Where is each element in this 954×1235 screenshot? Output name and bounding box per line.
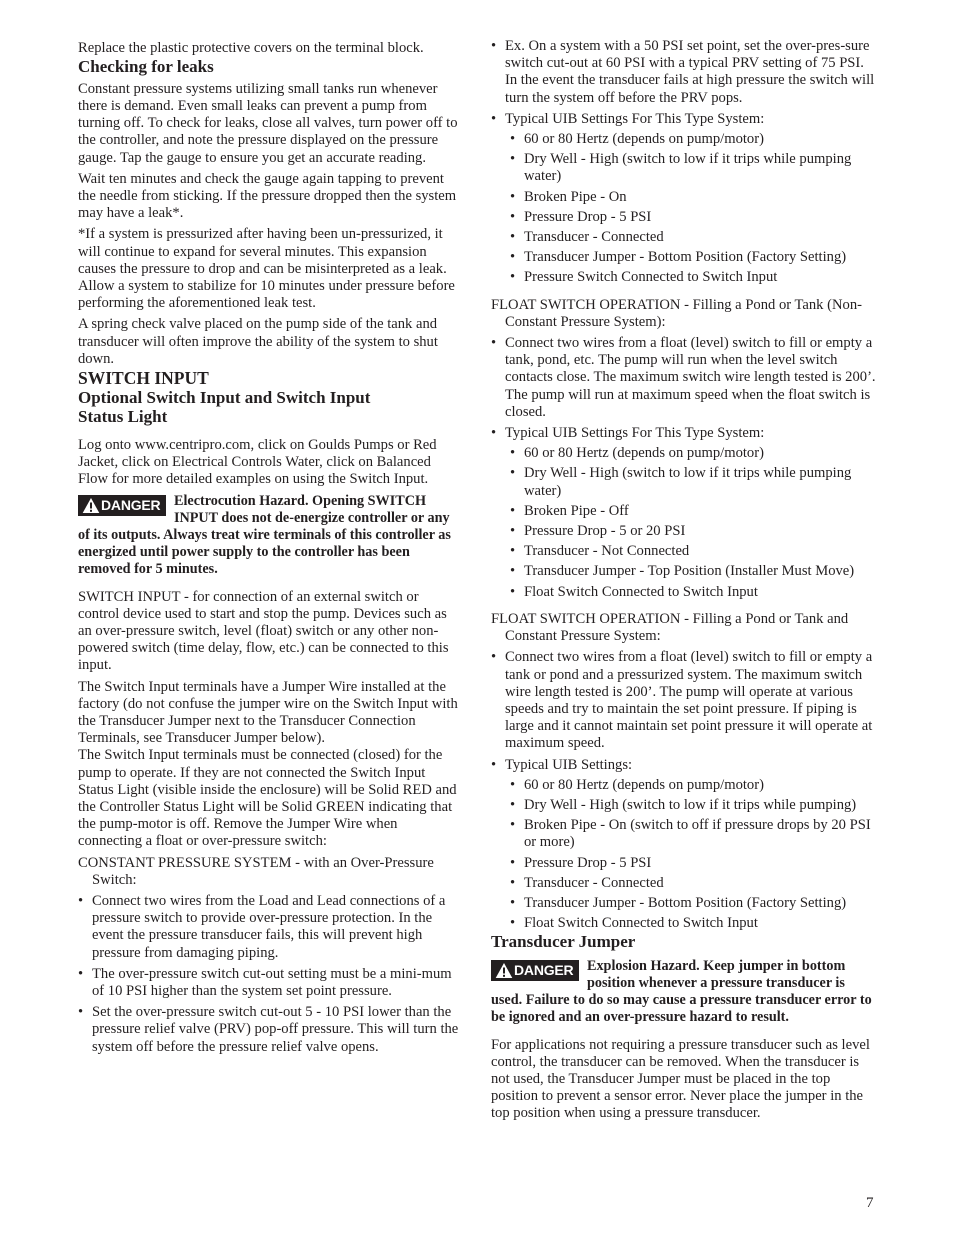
list-item: • 60 or 80 Hertz (depends on pump/motor) xyxy=(491,445,878,462)
list-item: • Float Switch Connected to Switch Input xyxy=(491,584,878,601)
list-item: • Broken Pipe - Off xyxy=(491,503,878,520)
danger-label: DANGER xyxy=(514,961,574,978)
list-item: • Connect two wires from the Load and Lead connections of a pressure switch to provide over-pressure protection. In the event the pressure transducer fails, this will prevent high pressure from damaging piping. xyxy=(78,893,462,962)
optional-switch-heading: Optional Switch Input and Switch Input Status Light xyxy=(78,387,371,427)
list-item: • Transducer Jumper - Bottom Position (Factory Setting) xyxy=(491,249,878,266)
switch-input-paragraph-2: The Switch Input terminals have a Jumper Wire installed at the factory (do not confuse the jumper wire on the Switch Input with the Transducer Jumper next to the Transducer Connection Terminals, see Transducer Jumper below). xyxy=(78,678,458,747)
left-column xyxy=(78,38,462,1056)
list-item xyxy=(491,757,878,933)
danger-badge xyxy=(78,495,166,516)
list-item: • Broken Pipe - On (switch to off if pressure drops by 20 PSI or more) xyxy=(491,817,878,851)
leaks-paragraph-1: Constant pressure systems utilizing small tanks run whenever there is demand. Even small leaks can prevent a pump from turning off. To check for leaks, close all valves, turn power off to the controller, and note the pressure displayed on the pressure gauge. Tap the gauge to ensure you get an accurate reading. xyxy=(78,80,458,166)
list-item: • Pressure Switch Connected to Switch Input xyxy=(491,269,878,286)
page-number: 7 xyxy=(866,1195,874,1211)
float-switch-list-2 xyxy=(491,649,878,932)
list-item: • Transducer - Connected xyxy=(491,229,878,246)
explosion-warning xyxy=(491,958,878,1027)
example-list xyxy=(491,38,878,287)
float-switch-heading-2: FLOAT SWITCH OPERATION - Filling a Pond or Tank and Constant Pressure System: xyxy=(491,610,849,645)
switch-input-paragraph-3: The Switch Input terminals must be connected (closed) for the pump to operate. If they are not connected the Switch Input Status Light (visible inside the enclosure) will be Solid RED and the Controller Status Light will be Solid GREEN indicating that the pump-motor is off. Remove the Jumper Wire when connecting a float or over-pressure switch: xyxy=(78,747,457,850)
list-item: • Float Switch Connected to Switch Input xyxy=(491,915,878,932)
intro-text: Replace the plastic protective covers on the terminal block. xyxy=(78,40,424,56)
float-switch-heading-1: FLOAT SWITCH OPERATION - Filling a Pond or Tank (Non-Constant Pressure System): xyxy=(491,296,862,330)
danger-label: DANGER xyxy=(101,496,161,513)
list-item: • The over-pressure switch cut-out setting must be a mini-mum of 10 PSI higher than the system set point pressure. xyxy=(78,966,462,1000)
explosion-warning-text: Explosion Hazard. Keep jumper in bottom position whenever a pressure transducer is used. Failure to do so may cause a pressure transducer error to be ignored and an over-pressure hazard to result. xyxy=(491,957,872,1026)
list-item: • Broken Pipe - On xyxy=(491,189,878,206)
list-item: • Transducer - Connected xyxy=(491,875,878,892)
typical-settings-list-2 xyxy=(491,445,878,601)
switch-input-heading: SWITCH INPUT xyxy=(78,367,209,388)
list-item xyxy=(491,425,878,601)
leaks-paragraph-4: A spring check valve placed on the pump side of the tank and transducer will often improve the ability of the system to shut down. xyxy=(78,316,438,367)
list-item: • Transducer Jumper - Top Position (Installer Must Move) xyxy=(491,563,878,580)
list-item: • Transducer - Not Connected xyxy=(491,543,878,560)
list-item: • Dry Well - High (switch to low if it trips while pumping) xyxy=(491,797,878,814)
list-item xyxy=(491,111,878,287)
list-item: • Pressure Drop - 5 or 20 PSI xyxy=(491,523,878,540)
list-item: • Transducer Jumper - Bottom Position (Factory Setting) xyxy=(491,895,878,912)
list-item: • 60 or 80 Hertz (depends on pump/motor) xyxy=(491,131,878,148)
right-column xyxy=(491,38,878,1123)
typical-settings-list-1 xyxy=(491,131,878,287)
electrocution-warning xyxy=(78,493,462,579)
list-item: • Connect two wires from a float (level) switch to fill or empty a tank or pond and a pressurized system. The maximum switch wire length tested is 200’. The pump will operate at various speeds and try to maintain the set point pressure. If piping is large and it cannot maintain set point pressure it will operate at maximum speed. xyxy=(491,649,878,752)
typical-settings-list-3 xyxy=(491,777,878,933)
switch-input-paragraph-1: SWITCH INPUT - for connection of an external switch or control device used to start and stop the pump. Devices such as an over-pressure switch, level (float) switch or any other non-powered switch (time delay, flow, etc.) can be connected to this input. xyxy=(78,588,449,674)
warning-triangle-icon xyxy=(495,962,513,979)
constant-pressure-list xyxy=(78,893,462,1056)
list-item: • Pressure Drop - 5 PSI xyxy=(491,209,878,226)
list-item: • 60 or 80 Hertz (depends on pump/motor) xyxy=(491,777,878,794)
leaks-paragraph-3: *If a system is pressurized after having been un-pressurized, it will continue to expand for several minutes. This expansion causes the pressure to drop and can be misinterpreted as a leak. Allow a system to stabilize for 10 minutes under pressure before performing the aforementioned leak test. xyxy=(78,226,455,312)
centripro-paragraph: Log onto www.centripro.com, click on Goulds Pumps or Red Jacket, click on Electrical Controls Water, click on Balanced Flow for more detailed examples on using the Switch Input. xyxy=(78,436,437,488)
list-item: • Set the over-pressure switch cut-out 5 - 10 PSI lower than the pressure relief valve (PRV) pop-off pressure. This will turn the system off before the pressure relief valve opens. xyxy=(78,1004,462,1056)
leaks-paragraph-2: Wait ten minutes and check the gauge again tapping to prevent the needle from sticking. If the pressure dropped then the system may have a leak*. xyxy=(78,170,457,222)
electrocution-warning-text: Electrocution Hazard. Opening SWITCH INPUT does not de-energize controller or any of its outputs. Always treat wire terminals of this controller as energized until power supply to the controller has been removed for 5 minutes. xyxy=(78,492,451,578)
transducer-jumper-paragraph: For applications not requiring a pressure transducer such as level control, the transducer can be removed. When the transducer is not used, the Transducer Jumper must be placed in the top position to prevent a sensor error. Never place the jumper in the top position when using a pressure transducer. xyxy=(491,1036,870,1122)
typical-settings-label: Typical UIB Settings: xyxy=(505,756,633,773)
float-switch-list-1 xyxy=(491,335,878,601)
checking-leaks-heading: Checking for leaks xyxy=(78,57,214,77)
warning-triangle-icon xyxy=(82,497,100,514)
list-item: • Dry Well - High (switch to low if it trips while pumping water) xyxy=(491,151,878,185)
typical-settings-label: Typical UIB Settings For This Type System: xyxy=(505,110,765,127)
transducer-jumper-heading: Transducer Jumper xyxy=(491,932,636,952)
typical-settings-label: Typical UIB Settings For This Type System: xyxy=(505,425,765,442)
constant-pressure-heading: CONSTANT PRESSURE SYSTEM - with an Over-Pressure Switch: xyxy=(78,854,434,888)
list-item: • Dry Well - High (switch to low if it trips while pumping water) xyxy=(491,465,878,499)
list-item: • Ex. On a system with a 50 PSI set point, set the over-pres-sure switch cut-out at 60 PSI with a typical PRV setting of 75 PSI. In the event the transducer fails at high pressure the switch will turn the system off before the PRV pops. xyxy=(491,38,878,107)
danger-badge xyxy=(491,960,579,981)
list-item: • Connect two wires from a float (level) switch to fill or empty a tank, pond, etc. The pump will run when the level switch contacts close. The maximum switch wire length tested is 200’. The pump will run at maximum speed when the float switch is closed. xyxy=(491,335,878,421)
list-item: • Pressure Drop - 5 PSI xyxy=(491,855,878,872)
